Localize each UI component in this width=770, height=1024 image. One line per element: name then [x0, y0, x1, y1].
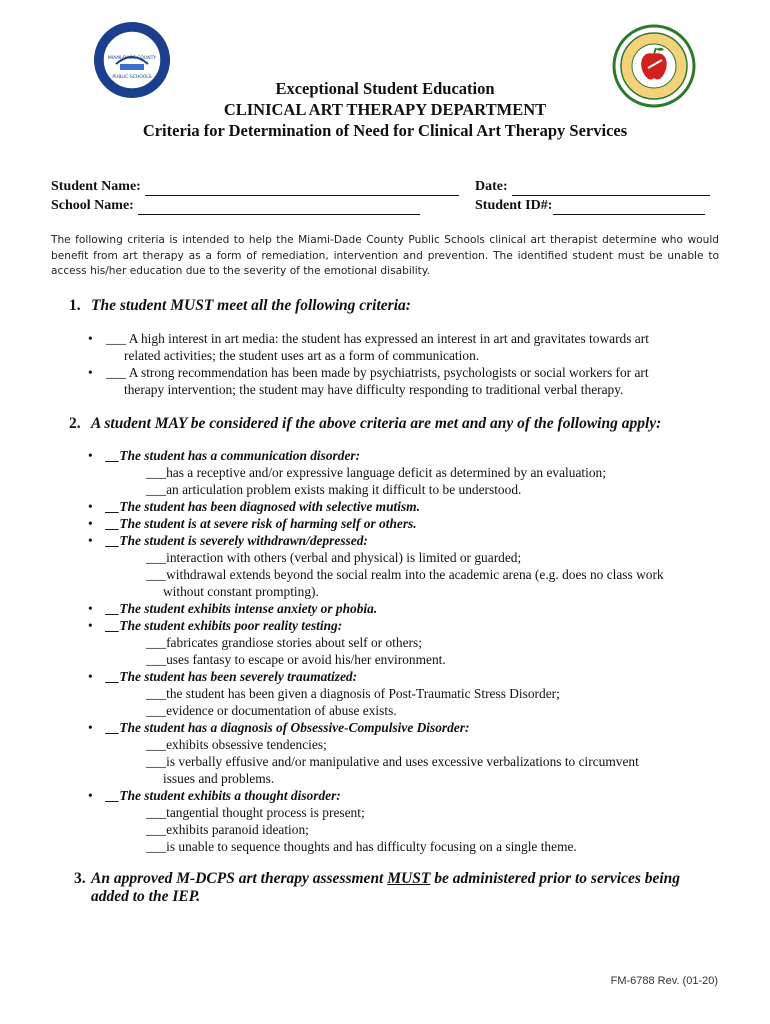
date-label: Date:: [475, 179, 508, 194]
sub-criterion: [146, 549, 521, 566]
condition-item: • __The student has a communication disorder:: [88, 448, 361, 463]
condition-item: • __The student has been severely traumatized:: [88, 669, 358, 684]
sub-criterion: [146, 821, 309, 838]
checkbox-blank[interactable]: __: [106, 601, 120, 616]
checkbox-blank[interactable]: ___: [146, 465, 167, 480]
sub-criterion-text: tangential thought process is present;: [166, 805, 365, 820]
checkbox-blank[interactable]: __: [106, 499, 120, 514]
sub-criterion: [146, 481, 521, 498]
checkbox-blank[interactable]: ___: [106, 331, 127, 346]
school-name-field[interactable]: [138, 201, 420, 215]
sub-criterion-text: uses fantasy to escape or avoid his/her environment.: [166, 652, 446, 667]
section-3-heading: [74, 869, 680, 889]
checkbox-blank[interactable]: ___: [146, 482, 167, 497]
condition-item: • __The student is severely withdrawn/depressed:: [88, 533, 368, 548]
left-logo-text-2: PUBLIC SCHOOLS: [112, 75, 152, 80]
criteria-text: A high interest in art media: the student has expressed an interest in art and gravitates towards art: [128, 331, 649, 346]
student-name-field[interactable]: [145, 182, 459, 196]
condition-text: The student is at severe risk of harming self or others.: [119, 516, 417, 531]
checkbox-blank[interactable]: __: [106, 533, 120, 548]
sub-criterion-text: evidence or documentation of abuse exists.: [166, 703, 397, 718]
criteria-item: • ___ A high interest in art media: the student has expressed an interest in art and gravitates towards art: [88, 331, 649, 346]
sub-criterion-text: has a receptive and/or expressive language deficit as determined by an evaluation;: [166, 465, 606, 480]
sub-criterion: [146, 566, 664, 583]
condition-text: The student exhibits intense anxiety or phobia.: [119, 601, 378, 616]
left-logo-text-1: MIAMI-DADE COUNTY: [107, 56, 157, 61]
document-title-block: [0, 78, 770, 141]
condition-text: The student has a communication disorder:: [119, 448, 361, 463]
condition-item: • __The student is at severe risk of harming self or others.: [88, 516, 417, 531]
sub-criterion: [146, 685, 560, 702]
condition-text: The student exhibits poor reality testing:: [119, 618, 343, 633]
criteria-text-cont: therapy intervention; the student may have difficulty responding to traditional verbal therapy.: [124, 382, 624, 397]
criteria-text-cont: related activities; the student uses art as a form of communication.: [124, 348, 480, 363]
section-3-number: 3.: [74, 870, 86, 887]
condition-item: • __The student has been diagnosed with selective mutism.: [88, 499, 420, 514]
condition-text: The student has been severely traumatized:: [119, 669, 358, 684]
form-number: FM-6788 Rev. (01-20): [610, 975, 718, 987]
student-name-label: Student Name:: [51, 179, 141, 194]
condition-text: The student has been diagnosed with selective mutism.: [119, 499, 420, 514]
sub-criterion: [146, 804, 365, 821]
student-name-row: [51, 178, 459, 196]
section-2-heading: [69, 414, 661, 434]
checkbox-blank[interactable]: __: [106, 720, 120, 735]
criteria-item: • ___ A strong recommendation has been made by psychiatrists, psychologists or social workers for art: [88, 365, 649, 380]
condition-item: • __The student exhibits poor reality testing:: [88, 618, 343, 633]
title-line-2: CLINICAL ART THERAPY DEPARTMENT: [223, 100, 547, 119]
sub-criterion: [146, 634, 422, 651]
checkbox-blank[interactable]: ___: [146, 550, 167, 565]
sub-criterion: [146, 702, 397, 719]
checkbox-blank[interactable]: ___: [146, 754, 167, 769]
sub-criterion: [146, 753, 639, 770]
checkbox-blank[interactable]: __: [106, 669, 120, 684]
section-1-number: 1.: [69, 297, 81, 314]
section-1-heading: [69, 296, 411, 316]
sub-criterion-text: exhibits obsessive tendencies;: [166, 737, 327, 752]
checkbox-blank[interactable]: __: [106, 788, 120, 803]
condition-text: The student is severely withdrawn/depressed:: [119, 533, 368, 548]
title-line-3: Criteria for Determination of Need for Clinical Art Therapy Services: [142, 121, 628, 140]
sub-criterion-text: is verbally effusive and/or manipulative and uses excessive verbalizations to circumvent: [166, 754, 639, 769]
sub-criterion-text: is unable to sequence thoughts and has difficulty focusing on a single theme.: [166, 839, 577, 854]
section-2-number: 2.: [69, 415, 81, 432]
section-3-text-after: be administered prior to services being: [434, 870, 681, 887]
section-3-text-before: An approved M-DCPS art therapy assessment: [91, 870, 384, 887]
sub-criterion: [146, 464, 606, 481]
checkbox-blank[interactable]: ___: [146, 686, 167, 701]
checkbox-blank[interactable]: ___: [146, 805, 167, 820]
date-row: [475, 178, 710, 196]
school-name-label: School Name:: [51, 198, 134, 213]
sub-criterion: [146, 736, 327, 753]
intro-paragraph: The following criteria is intended to help the Miami-Dade County Public Schools clinical art therapist determine who would benefit from art therapy as a form of remediation, intervention and prevention. The identified student must be unable to access his/her education due to the severity of the emotional disability.: [51, 234, 719, 277]
checkbox-blank[interactable]: ___: [146, 635, 167, 650]
checkbox-blank[interactable]: __: [106, 618, 120, 633]
section-2-title: A student MAY be considered if the above criteria are met and any of the following apply:: [91, 415, 662, 432]
checkbox-blank[interactable]: __: [106, 516, 120, 531]
sub-criterion: [146, 838, 577, 855]
checkbox-blank[interactable]: __: [106, 448, 120, 463]
checkbox-blank[interactable]: ___: [146, 652, 167, 667]
checkbox-blank[interactable]: ___: [146, 839, 167, 854]
condition-item: • __The student has a diagnosis of Obsessive-Compulsive Disorder:: [88, 720, 470, 735]
sub-criterion-text: exhibits paranoid ideation;: [166, 822, 309, 837]
section-3-line-2: added to the IEP.: [91, 888, 201, 905]
condition-text: The student has a diagnosis of Obsessive-Compulsive Disorder:: [119, 720, 470, 735]
sub-criterion-text: the student has been given a diagnosis of Post-Traumatic Stress Disorder;: [166, 686, 560, 701]
checkbox-blank[interactable]: ___: [146, 822, 167, 837]
section-3-must: MUST: [387, 870, 431, 887]
school-name-row: [51, 197, 420, 215]
checkbox-blank[interactable]: ___: [146, 703, 167, 718]
date-field[interactable]: [512, 182, 710, 196]
checkbox-blank[interactable]: ___: [146, 567, 167, 582]
sub-criterion: [146, 651, 446, 668]
sub-criterion-text: withdrawal extends beyond the social realm into the academic arena (e.g. does no class work: [166, 567, 664, 582]
section-1-title: The student MUST meet all the following criteria:: [91, 297, 411, 314]
sub-criterion-text: fabricates grandiose stories about self or others;: [166, 635, 422, 650]
condition-item: • __The student exhibits intense anxiety or phobia.: [88, 601, 378, 616]
sub-criterion-text: interaction with others (verbal and physical) is limited or guarded;: [166, 550, 522, 565]
criteria-text: A strong recommendation has been made by psychiatrists, psychologists or social workers for art: [128, 365, 649, 380]
student-id-label: Student ID#:: [475, 198, 553, 213]
sub-criterion-cont: issues and problems.: [163, 771, 275, 786]
student-id-row: [475, 197, 705, 215]
sub-criterion-cont: without constant prompting).: [163, 584, 319, 599]
checkbox-blank[interactable]: ___: [146, 737, 167, 752]
checkbox-blank[interactable]: ___: [106, 365, 127, 380]
title-line-1: Exceptional Student Education: [275, 79, 495, 98]
condition-text: The student exhibits a thought disorder:: [119, 788, 341, 803]
condition-item: • __The student exhibits a thought disorder:: [88, 788, 341, 803]
student-id-field[interactable]: [553, 201, 705, 215]
sub-criterion-text: an articulation problem exists making it difficult to be understood.: [166, 482, 522, 497]
